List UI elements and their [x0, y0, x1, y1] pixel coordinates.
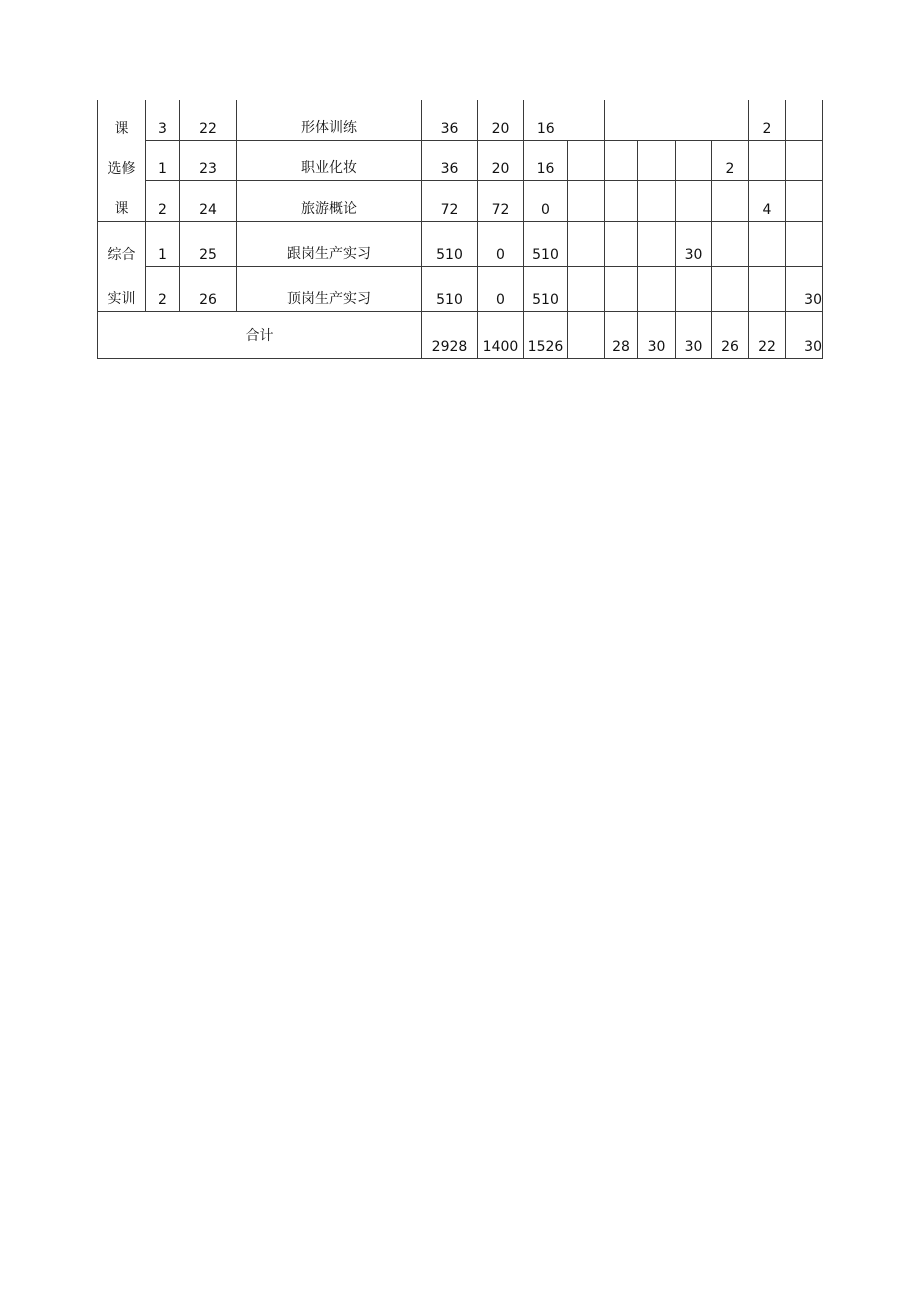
theory-hours-cell: 72: [478, 181, 524, 222]
curriculum-table: [97, 100, 823, 359]
semester-4-cell: [676, 181, 712, 222]
table-row: [98, 181, 823, 222]
course-name-cell: 职业化妆: [237, 141, 422, 181]
category-cell: 课: [98, 100, 146, 141]
semester-5-cell: [712, 181, 749, 222]
theory-hours-cell: 1400: [478, 312, 524, 359]
practice-hours-cell: 16: [524, 100, 568, 141]
semester-4-cell: 30: [676, 222, 712, 267]
course-number-cell: 25: [180, 222, 237, 267]
total-hours-cell: 72: [422, 181, 478, 222]
semester-4-cell: 30: [676, 312, 712, 359]
practice-hours-cell: 510: [524, 267, 568, 312]
semester-6-cell: [749, 267, 786, 312]
semester-6-cell: 22: [749, 312, 786, 359]
semester-6-cell: [749, 222, 786, 267]
course-number-cell: 26: [180, 267, 237, 312]
semester-5-cell: 2: [712, 141, 749, 181]
practice-hours-cell: 510: [524, 222, 568, 267]
practice-hours-cell: 16: [524, 141, 568, 181]
semester-7-cell: [786, 222, 823, 267]
semester-1-cell: [568, 222, 605, 267]
semester-7-cell: [786, 141, 823, 181]
practice-hours-cell: 1526: [524, 312, 568, 359]
theory-hours-cell: 20: [478, 100, 524, 141]
total-row: [98, 312, 823, 359]
semester-1-cell: [568, 312, 605, 359]
total-hours-cell: 36: [422, 141, 478, 181]
index-cell: 1: [146, 222, 180, 267]
semester-1-cell: [568, 141, 605, 181]
course-name-cell: 旅游概论: [237, 181, 422, 222]
table-row: [98, 100, 823, 141]
semester-4-cell: [676, 100, 712, 141]
semester-3-cell: [638, 181, 676, 222]
semester-3-cell: [638, 222, 676, 267]
course-name-cell: 顶岗生产实习: [237, 267, 422, 312]
semester-5-cell: 26: [712, 312, 749, 359]
semester-1-cell: [568, 267, 605, 312]
category-cell: 实训: [98, 267, 146, 312]
theory-hours-cell: 0: [478, 267, 524, 312]
category-cell: 综合: [98, 222, 146, 267]
table-row: [98, 141, 823, 181]
category-cell: 选修: [98, 141, 146, 181]
semester-2-cell: 28: [605, 312, 638, 359]
course-number-cell: 24: [180, 181, 237, 222]
semester-3-cell: 30: [638, 312, 676, 359]
semester-2-cell: [605, 222, 638, 267]
semester-4-cell: [676, 141, 712, 181]
semester-5-cell: [712, 100, 749, 141]
total-label: 合计: [98, 312, 422, 359]
semester-3-cell: [638, 141, 676, 181]
table-row: [98, 267, 823, 312]
semester-5-cell: [712, 267, 749, 312]
semester-7-cell: [786, 100, 823, 141]
semester-1-cell: [568, 181, 605, 222]
semester-5-cell: [712, 222, 749, 267]
semester-6-cell: [749, 141, 786, 181]
index-cell: 2: [146, 267, 180, 312]
semester-3-cell: [638, 267, 676, 312]
semester-2-cell: [605, 141, 638, 181]
course-name-cell: 形体训练: [237, 100, 422, 141]
index-cell: 2: [146, 181, 180, 222]
total-hours-cell: 510: [422, 222, 478, 267]
theory-hours-cell: 0: [478, 222, 524, 267]
course-number-cell: 22: [180, 100, 237, 141]
theory-hours-cell: 20: [478, 141, 524, 181]
course-number-cell: 23: [180, 141, 237, 181]
total-hours-cell: 510: [422, 267, 478, 312]
semester-6-cell: 2: [749, 100, 786, 141]
practice-hours-cell: 0: [524, 181, 568, 222]
course-name-cell: 跟岗生产实习: [237, 222, 422, 267]
category-cell: 课: [98, 181, 146, 222]
semester-7-cell: 30: [786, 312, 823, 359]
index-cell: 1: [146, 141, 180, 181]
semester-3-cell: [638, 100, 676, 141]
semester-1-cell: [568, 100, 605, 141]
semester-7-cell: [786, 181, 823, 222]
semester-2-cell: [605, 181, 638, 222]
total-hours-cell: 36: [422, 100, 478, 141]
semester-4-cell: [676, 267, 712, 312]
semester-2-cell: [605, 267, 638, 312]
table-row: [98, 222, 823, 267]
total-hours-cell: 2928: [422, 312, 478, 359]
semester-7-cell: 30: [786, 267, 823, 312]
semester-2-cell: [605, 100, 638, 141]
semester-6-cell: 4: [749, 181, 786, 222]
index-cell: 3: [146, 100, 180, 141]
